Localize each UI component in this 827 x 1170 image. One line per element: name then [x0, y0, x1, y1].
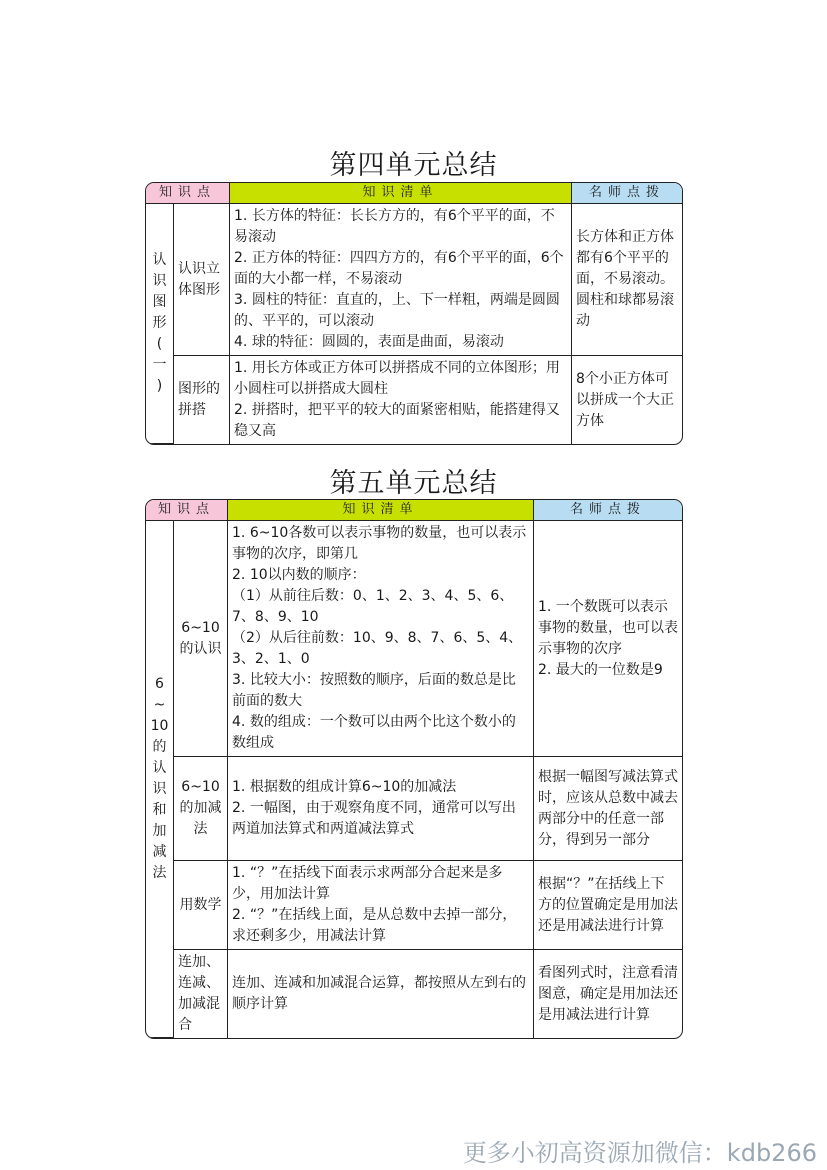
- subtopic-cell: 6~10的认识: [174, 521, 228, 757]
- knowledge-list-cell: 1. 用长方体或正方体可以拼搭成不同的立体图形；用小圆柱可以拼搭成大圆柱 2. 拼搭时，把平平的较大的面紧密相贴，能搭建得又稳又高: [230, 356, 572, 444]
- header-teacher-tips: 名师点拨: [534, 500, 682, 521]
- subtopic-cell: 图形的拼搭: [174, 356, 230, 444]
- teacher-tips-cell: 根据一幅图写减法算式时，应该从总数中减去两部分中的任意一部分，得到另一部分: [534, 757, 682, 861]
- header-knowledge-list: 知识清单: [228, 500, 534, 521]
- header-knowledge-point: 知识点: [146, 183, 230, 204]
- header-knowledge-list: 知识清单: [230, 183, 572, 204]
- knowledge-list-cell: 连加、连减和加减混合运算，都按照从左到右的顺序计算: [228, 950, 534, 1038]
- subtopic-cell: 认识立体图形: [174, 204, 230, 356]
- teacher-tips-cell: 根据“？”在括线上下方的位置确定是用加法还是用减法进行计算: [534, 861, 682, 950]
- knowledge-list-cell: 1. “？”在括线下面表示求两部分合起来是多少，用加法计算 2. “？”在括线上面，是从总数中去掉一部分，求还剩多少，用减法计算: [228, 861, 534, 950]
- teacher-tips-cell: 看图列式时，注意看清图意，确定是用加法还是用减法进行计算: [538, 964, 679, 1023]
- knowledge-list-cell: 1. 6~10各数可以表示事物的数量，也可以表示事物的次序，即第几 2. 10以内数的顺序： （1）从前往后数：0、1、2、3、4、5、6、7、8、9、10 （2）从后往前数：10、9、8、7、6、5、4、3、2、1、0 3. 比较大小：按照数的顺序，后面的数总是比前面的数大 4. 数的组成：一个数可以由两个比这个数小的数组成: [228, 521, 534, 757]
- category-cell: 认 识 图 形 ( 一 ): [146, 204, 174, 444]
- teacher-tips-cell: 长方体和正方体都有6个平平的面，不易滚动。圆柱和球都易滚动: [572, 204, 682, 356]
- header-knowledge-point: 知识点: [146, 500, 228, 521]
- subtopic-cell: 用数学: [174, 861, 228, 950]
- header-teacher-tips: 名师点拨: [572, 183, 682, 204]
- unit4-title: 第四单元总结: [329, 150, 498, 181]
- unit4-summary-table: [145, 182, 683, 445]
- subtopic-cell: 连加、连减、加减混合: [174, 950, 228, 1038]
- teacher-tips-cell: 8个小正方体可以拼成一个大正方体: [576, 370, 675, 429]
- knowledge-list-cell: 1. 根据数的组成计算6~10的加减法 2. 一幅图，由于观察角度不同，通常可以写出两道加法算式和两道减法算式: [228, 757, 534, 861]
- teacher-tips-cell: 1. 一个数既可以表示事物的数量，也可以表示事物的次序 2. 最大的一位数是9: [534, 521, 682, 757]
- category-cell: 6 ~ 10 的 认 识 和 加 减 法: [146, 521, 174, 1038]
- watermark-text: 更多小初高资源加微信：kdb266: [462, 1139, 817, 1167]
- unit5-summary-table: [145, 499, 683, 1039]
- knowledge-list-cell: 1. 长方体的特征：长长方方的，有6个平平的面，不易滚动 2. 正方体的特征：四四方方的，有6个平平的面，6个面的大小都一样，不易滚动 3. 圆柱的特征：直直的，上、下一样粗，两端是圆圆的、平平的，可以滚动 4. 球的特征：圆圆的，表面是曲面，易滚动: [230, 204, 572, 356]
- unit5-title: 第五单元总结: [329, 468, 498, 499]
- subtopic-cell: 6~10的加减法: [174, 757, 228, 861]
